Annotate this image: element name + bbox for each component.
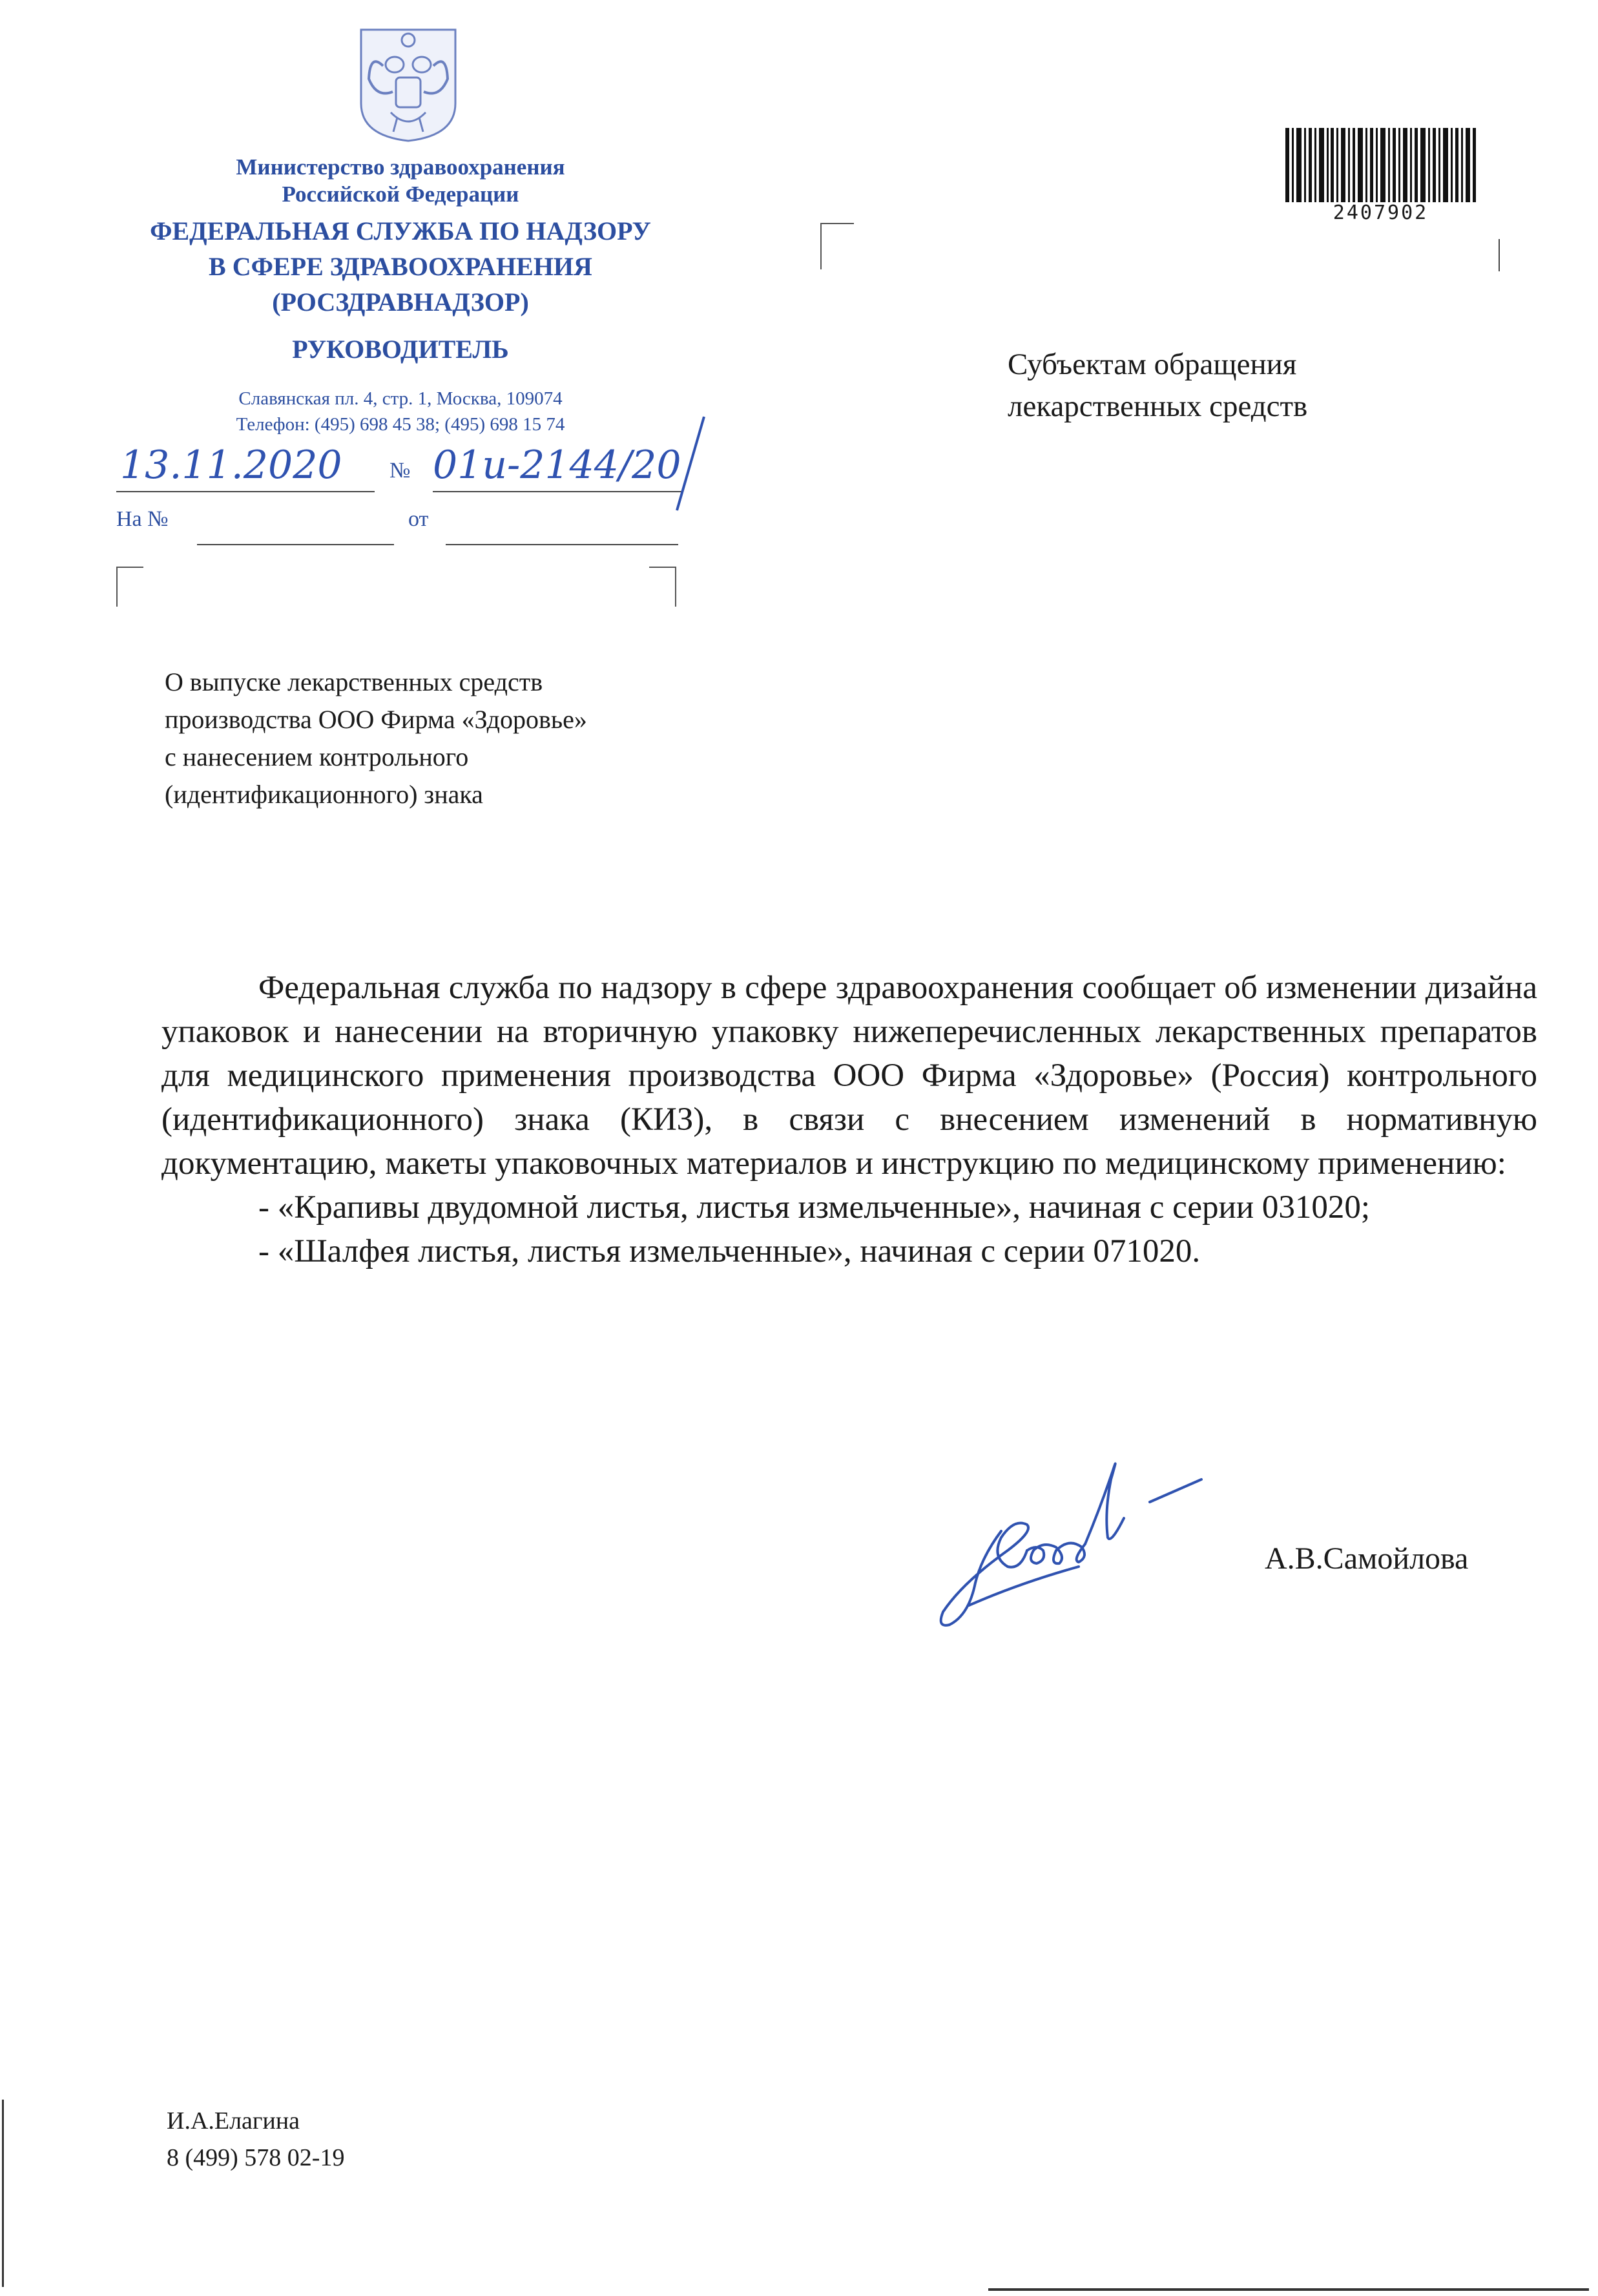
subject-corner-left [116, 567, 143, 607]
ministry-name [116, 154, 685, 208]
handwritten-signature [930, 1454, 1272, 1634]
date-underline [116, 491, 375, 492]
addressee-line-2: лекарственных средств [1008, 390, 1308, 423]
subject-line-4: (идентификационного) знака [165, 780, 483, 809]
reference-date-line [446, 544, 678, 545]
emblem-icon [357, 27, 459, 142]
contact-phone: 8 (499) 578 02-19 [167, 2144, 345, 2171]
number-underline [433, 491, 681, 492]
list-item-1: - «Крапивы двудомной листья, листья измельченные», начиная с серии 031020; [258, 1189, 1371, 1226]
signer-name: А.В.Самойлова [1265, 1541, 1469, 1576]
subject-corner-right [649, 567, 676, 607]
number-label: № [389, 459, 411, 483]
addressee-mark [1499, 239, 1500, 271]
service-line-3: (РОСЗДРАВНАДЗОР) [272, 287, 529, 317]
service-line-1: ФЕДЕРАЛЬНАЯ СЛУЖБА ПО НАДЗОРУ [150, 216, 651, 245]
service-name [116, 213, 685, 320]
addressee-corner [820, 223, 854, 269]
addressee [1008, 344, 1460, 428]
reference-from-label: от [408, 507, 429, 531]
scan-bottom-line [988, 2288, 1589, 2291]
address-line: Славянская пл. 4, стр. 1, Москва, 109074 [238, 388, 563, 409]
reference-number-line [197, 544, 394, 545]
letterhead-address [116, 386, 685, 437]
contact-info [167, 2103, 344, 2176]
service-line-2: В СФЕРЕ ЗДРАВООХРАНЕНИЯ [209, 252, 592, 281]
contact-name: И.А.Елагина [167, 2107, 300, 2134]
barcode [1285, 128, 1476, 202]
handwritten-slash [672, 413, 711, 517]
phone-line: Телефон: (495) 698 45 38; (495) 698 15 74 [236, 414, 565, 435]
scan-edge-mark [2, 2100, 4, 2287]
subject-line-3: с нанесением контрольного [165, 742, 469, 771]
barcode-number: 2407902 [1333, 202, 1429, 224]
addressee-line-1: Субъектам обращения [1008, 348, 1297, 381]
subject-line-2: производства ООО Фирма «Здоровье» [165, 705, 587, 734]
letter-body [161, 966, 1537, 1273]
head-title: РУКОВОДИТЕЛЬ [292, 335, 509, 364]
list-item-2: - «Шалфея листья, листья измельченные», начиная с серии 071020. [258, 1233, 1201, 1269]
body-paragraph: Федеральная служба по надзору в сфере здравоохранения сообщает об изменении дизайна упаковок и нанесении на вторичную упаковку нижеперечисленных лекарственных препаратов для медицинского применения производства ООО Фирма «Здоровье» (Россия) контрольного (идентификационного) знака (КИЗ), в связи с внесением изменений в нормативную документацию, макеты упаковочных материалов и инструкцию по медицинскому применению: [161, 970, 1537, 1182]
registration-date: 13.11.2020 [120, 443, 342, 488]
reference-label: На № [116, 507, 169, 531]
subject-line-1: О выпуске лекарственных средств [165, 667, 543, 696]
registration-number: 01и-2144/20 [433, 443, 681, 488]
ministry-line-2: Российской Федерации [282, 182, 519, 207]
ministry-line-1: Министерство здравоохранения [236, 154, 565, 180]
letter-subject [165, 663, 746, 813]
